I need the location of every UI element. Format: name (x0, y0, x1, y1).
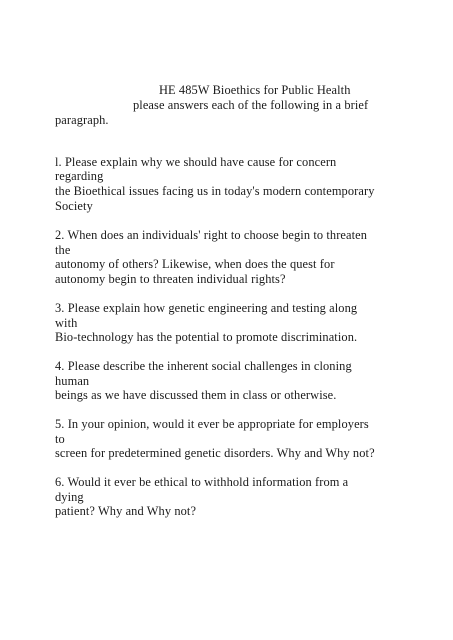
question-line: patient? Why and Why not? (55, 504, 197, 518)
question-line: the Bioethical issues facing us in today's modern contemporary (55, 184, 375, 198)
question-line: beings as we have discussed them in class or otherwise. (55, 388, 337, 402)
question-line: screen for predetermined genetic disorders. Why and Why not? (55, 446, 375, 460)
question-line: l. Please explain why we should have cause for concern (55, 155, 337, 169)
question-line: Society (55, 199, 93, 213)
instruction-text: please answers each of the following in a brief (133, 98, 369, 112)
question-line: 4. Please describe the inherent social challenges in cloning (55, 359, 352, 373)
question-line: 2. When does an individuals' right to choose begin to threaten (55, 228, 368, 242)
question-line: dying (55, 490, 84, 504)
question-line: with (55, 316, 78, 330)
document-title: HE 485W Bioethics for Public Health (159, 83, 351, 97)
question-line: autonomy begin to threaten individual rights? (55, 272, 286, 286)
question-line: regarding (55, 169, 104, 183)
question-line: Bio-technology has the potential to promote discrimination. (55, 330, 358, 344)
question-line: to (55, 432, 65, 446)
question-line: autonomy of others? Likewise, when does the quest for (55, 257, 335, 271)
question-line: 6. Would it ever be ethical to withhold information from a (55, 475, 349, 489)
question-line: the (55, 243, 71, 257)
instruction-text-continued: paragraph. (55, 113, 109, 127)
question-line: 3. Please explain how genetic engineering and testing along (55, 301, 358, 315)
question-line: 5. In your opinion, would it ever be appropriate for employers (55, 417, 369, 431)
question-line: human (55, 374, 90, 388)
